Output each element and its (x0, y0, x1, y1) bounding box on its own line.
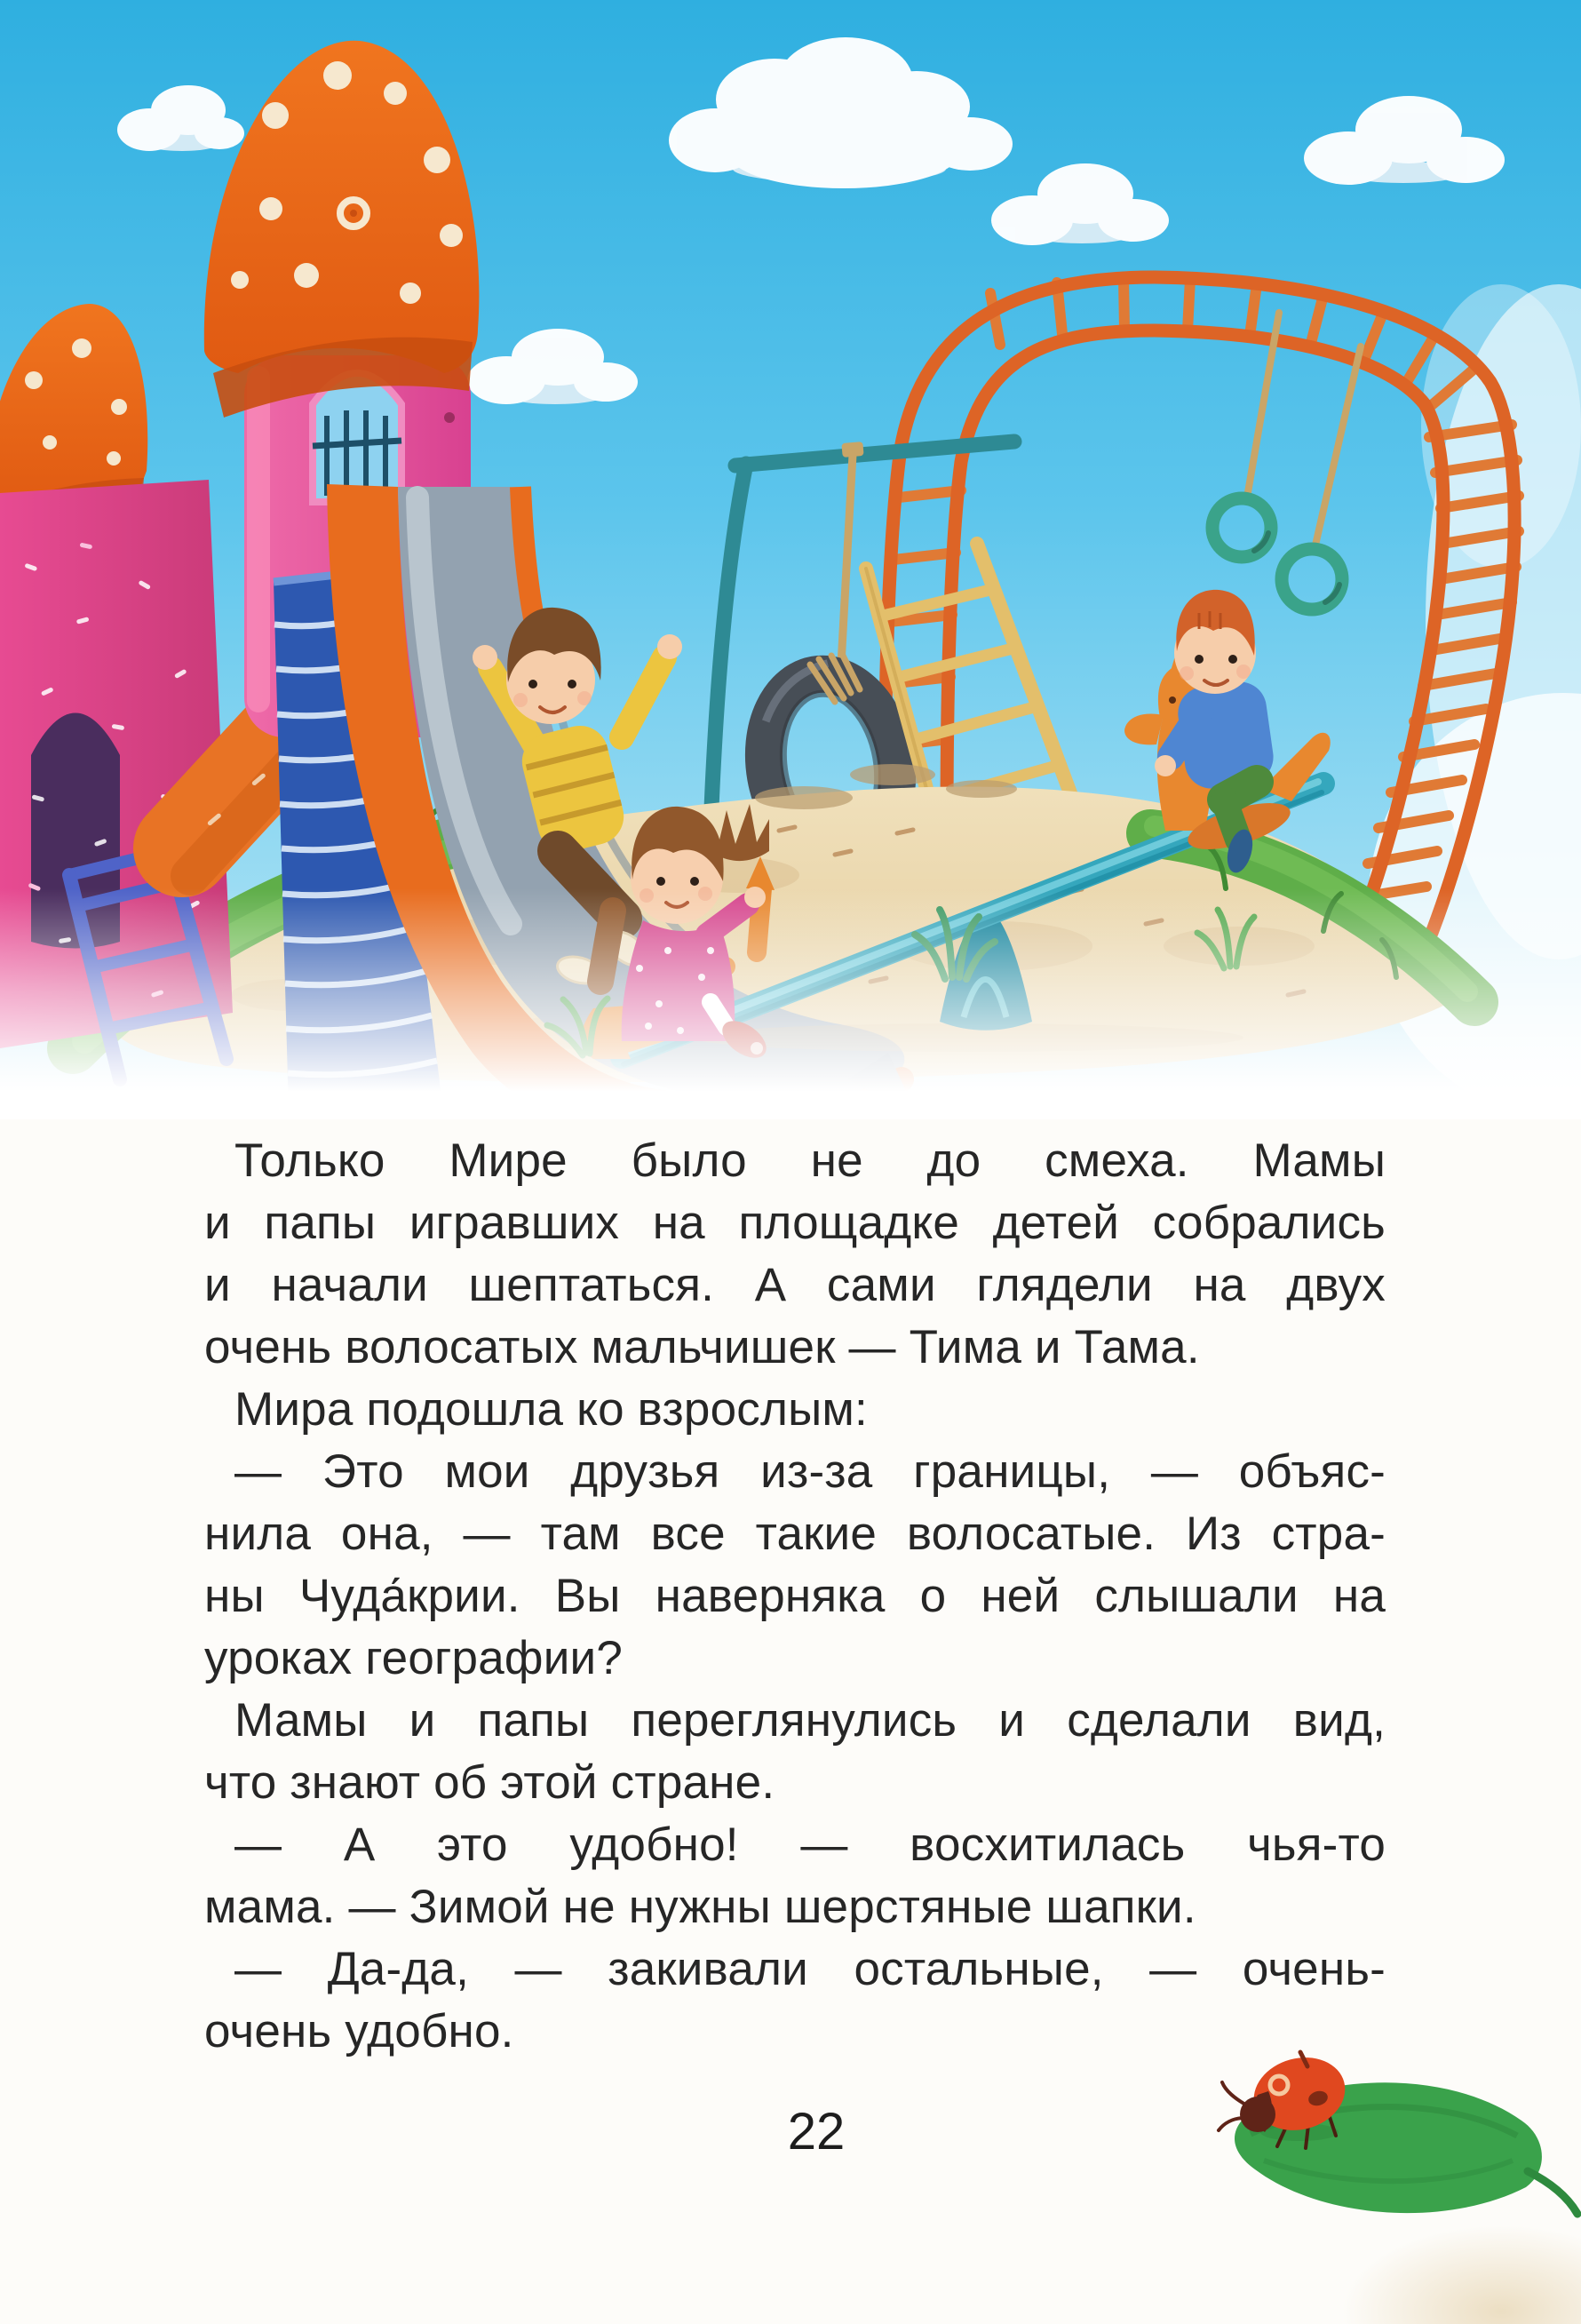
story-line: очень удобно. (204, 2005, 514, 2057)
story-line: Мамы и папы переглянулись и сделали вид, (234, 1694, 1386, 1747)
story-line: нила она, — там все такие волосатые. Из стра- (204, 1508, 1386, 1560)
page-number: 22 (787, 2103, 846, 2161)
story-line: Только Мире было не до смеха. Мамы (234, 1134, 1386, 1187)
story-line: — А это удобно! — восхитилась чья-то (234, 1819, 1386, 1871)
story-line: мама. — Зимой не нужны шерстяные шапки. (204, 1881, 1196, 1933)
story-line: что знают об этой стране. (204, 1756, 775, 1809)
bottom-fade (0, 888, 1581, 1119)
story-line: и папы игравших на площадке детей собрались (204, 1197, 1386, 1249)
playground-illustration (0, 0, 1581, 1119)
story-line: уроках географии? (204, 1632, 624, 1684)
story-line: ны Чуда́крии. Вы наверняка о ней слышали на (204, 1570, 1386, 1622)
story-text (204, 1130, 1386, 2063)
story-line: — Да-да, — закивали остальные, — очень- (234, 1943, 1386, 1995)
story-line: и начали шептаться. А сами глядели на двух (204, 1259, 1386, 1311)
sand-smudge (1341, 2225, 1581, 2324)
story-line: очень волосатых мальчишек — Тима и Тама. (204, 1321, 1200, 1373)
story-line: Мира подошла ко взрослым: (234, 1383, 868, 1436)
story-line: — Это мои друзья из-за границы, — объяс- (234, 1445, 1386, 1498)
